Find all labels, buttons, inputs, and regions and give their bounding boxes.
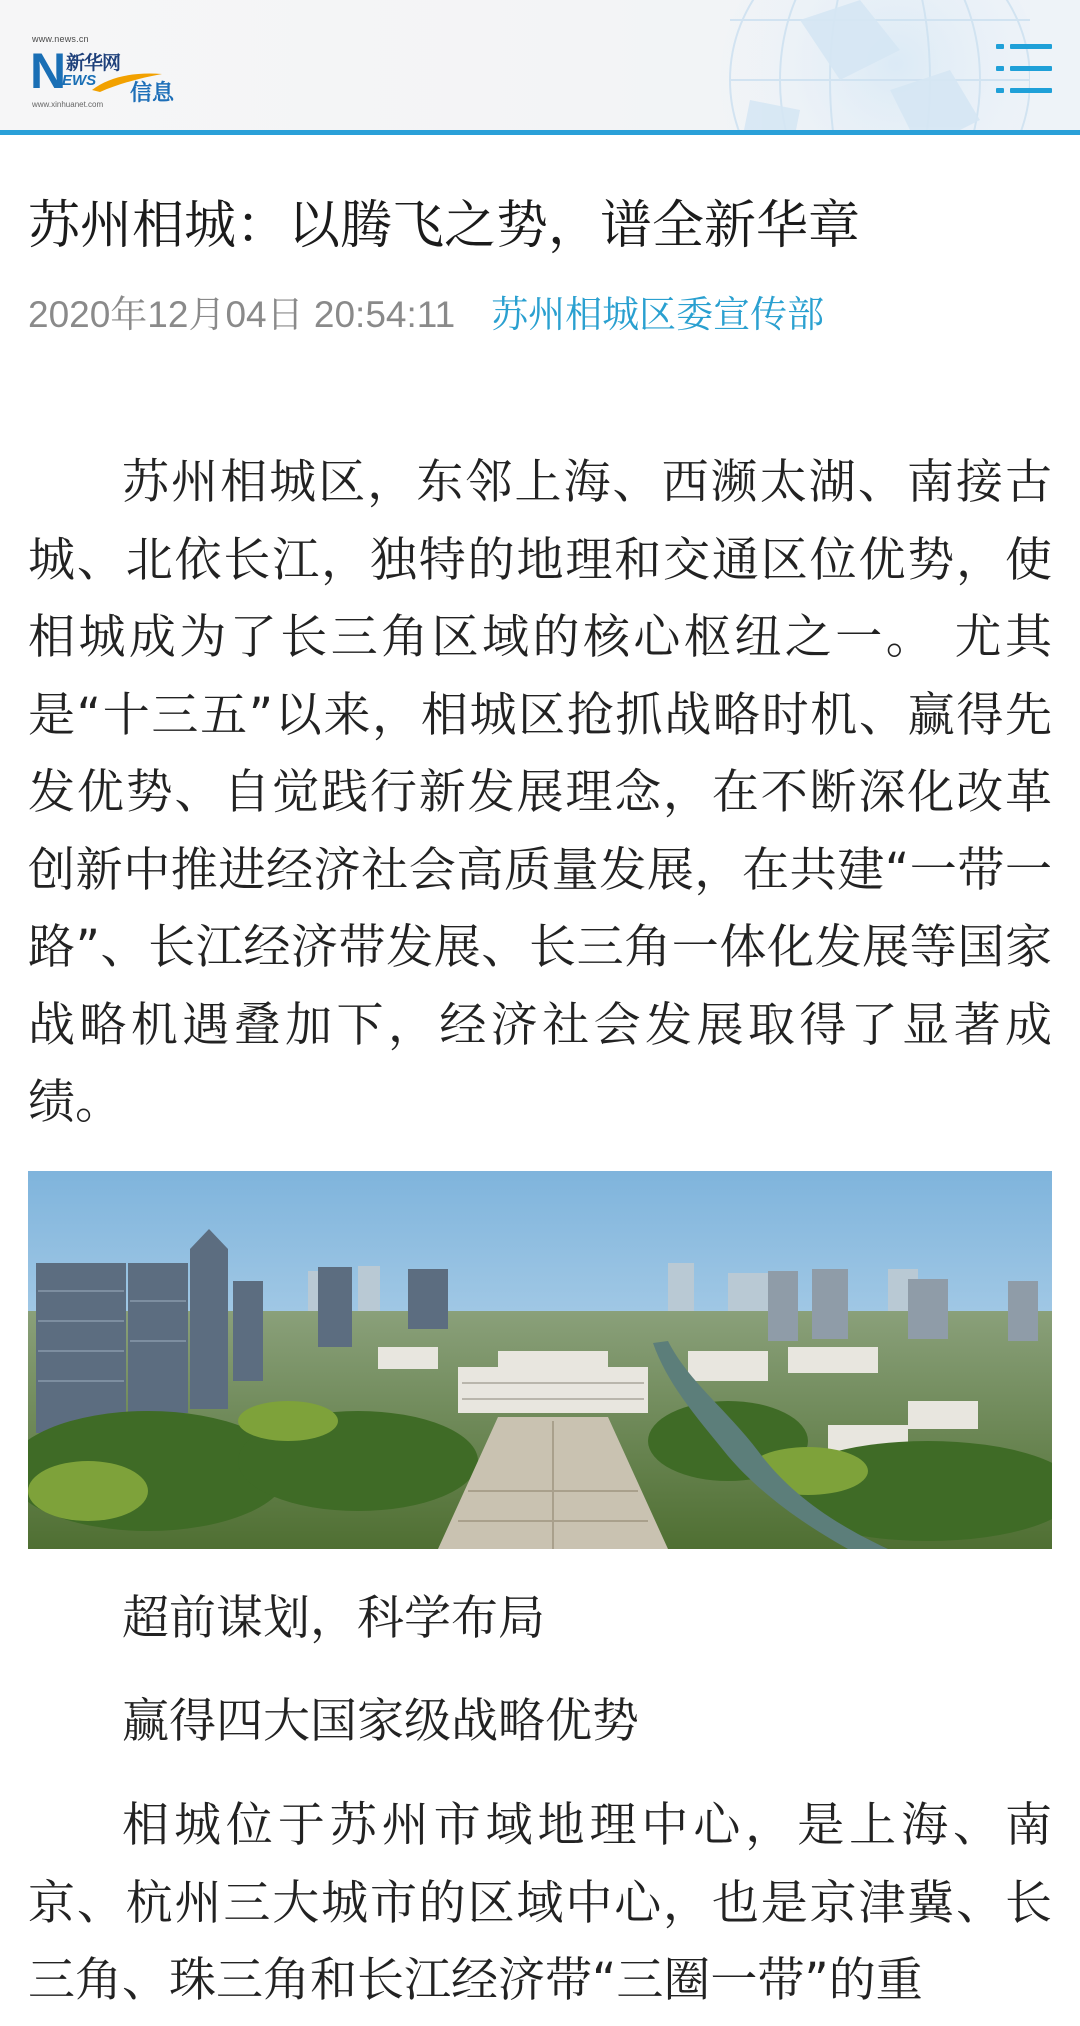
globe-decoration-icon	[690, 0, 1030, 135]
article-paragraph: 相城位于苏州市域地理中心，是上海、南京、杭州三大城市的区域中心，也是京津冀、长三角、珠三角和长江经济带“三圈一带”的重	[28, 1798, 1052, 2008]
logo-section-label: 信息	[130, 81, 175, 106]
article-photo[interactable]	[28, 1171, 1052, 1549]
hamburger-menu-icon	[996, 66, 1054, 71]
logo-ews-letters: EWS	[62, 72, 97, 89]
menu-button[interactable]	[996, 40, 1056, 98]
top-header	[0, 0, 1080, 135]
article-subheading: 赢得四大国家级战略优势	[122, 1694, 639, 1749]
article-meta	[28, 290, 824, 340]
article-title: 苏州相城：以腾飞之势，谱全新华章	[28, 196, 861, 256]
xinhua-news-logo[interactable]	[30, 34, 190, 110]
article-paragraph: 苏州相城区，东邻上海、西濒太湖、南接古城、北依长江，独特的地理和交通区位优势，使相城成为了长三角区域的核心枢纽之一。 尤其是“十三五”以来，相城区抢抓战略时机、赢得先发优势、自觉践行新发展理念，在不断深化改革创新中推进经济社会高质量发展，在共建“一带一路”、长江经济带发展、长三角一体化发展等国家战略机遇叠加下，经济社会发展取得了显著成绩。	[28, 455, 1052, 1130]
article-subheading: 超前谋划，科学布局	[122, 1591, 545, 1646]
logo-domain-text: www.news.cn	[32, 34, 89, 44]
article-date: 2020年12月04日 20:54:11	[28, 294, 456, 335]
logo-n-letter: N	[30, 43, 65, 99]
hamburger-menu-icon	[996, 44, 1054, 49]
article-source-link[interactable]: 苏州相城区委宣传部	[491, 293, 825, 336]
logo-chinese-name: 新华网	[66, 52, 121, 74]
hamburger-menu-icon	[996, 88, 1054, 93]
logo-site-text: www.xinhuanet.com	[32, 100, 104, 109]
